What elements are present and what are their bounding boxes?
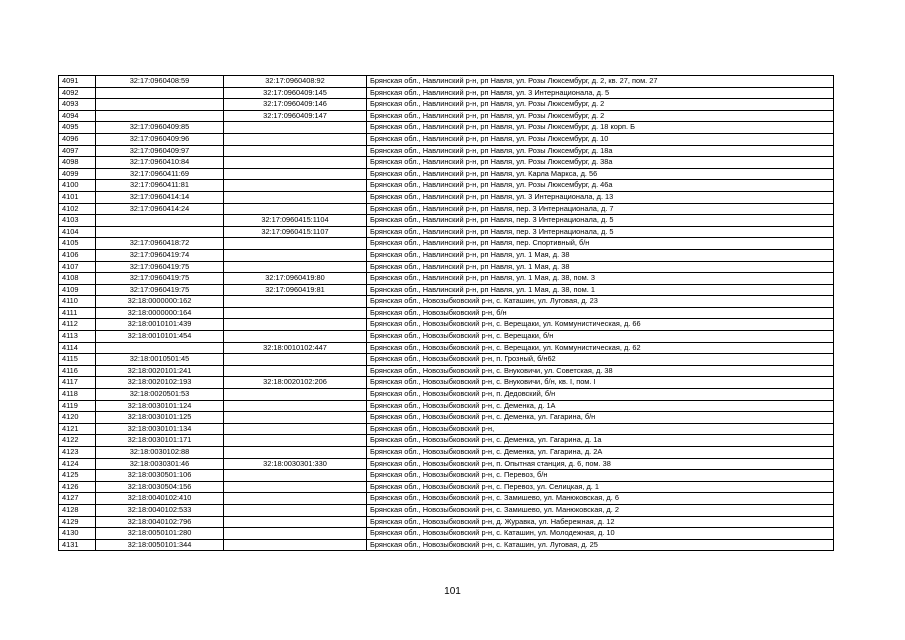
registry-table bbox=[58, 75, 834, 551]
cadastral-number-cell: 32:18:0040102:410 bbox=[96, 493, 224, 505]
address-cell: Брянская обл., Новозыбковский р-н, с. Каташин, ул. Молодежная, д. 10 bbox=[367, 528, 834, 540]
address-cell: Брянская обл., Навлинский р-н, рп Навля, ул. Розы Люксембург, д. 2 bbox=[367, 110, 834, 122]
address-cell: Брянская обл., Новозыбковский р-н, bbox=[367, 423, 834, 435]
object-cadastral-number-cell: 32:17:0960415:1107 bbox=[224, 226, 367, 238]
row-number-cell: 4095 bbox=[59, 122, 96, 134]
row-number-cell: 4119 bbox=[59, 400, 96, 412]
object-cadastral-number-cell: 32:17:0960415:1104 bbox=[224, 215, 367, 227]
cadastral-number-cell: 32:18:0040102:796 bbox=[96, 516, 224, 528]
object-cadastral-number-cell bbox=[224, 249, 367, 261]
cadastral-number-cell: 32:18:0030102:88 bbox=[96, 447, 224, 459]
object-cadastral-number-cell bbox=[224, 493, 367, 505]
address-cell: Брянская обл., Новозыбковский р-н, с. Перевоз, б/н bbox=[367, 470, 834, 482]
address-cell: Брянская обл., Новозыбковский р-н, с. Верещаки, ул. Коммунистическая, д. 66 bbox=[367, 319, 834, 331]
address-cell: Брянская обл., Навлинский р-н, рп Навля, ул. 3 Интернационала, д. 13 bbox=[367, 191, 834, 203]
table-row bbox=[59, 133, 834, 145]
address-cell: Брянская обл., Навлинский р-н, рп Навля, пер. 3 Интернационала, д. 7 bbox=[367, 203, 834, 215]
row-number-cell: 4115 bbox=[59, 354, 96, 366]
object-cadastral-number-cell: 32:18:0030301:330 bbox=[224, 458, 367, 470]
cadastral-number-cell: 32:18:0000000:162 bbox=[96, 296, 224, 308]
table-row bbox=[59, 470, 834, 482]
cadastral-number-cell: 32:17:0960409:97 bbox=[96, 145, 224, 157]
object-cadastral-number-cell bbox=[224, 307, 367, 319]
object-cadastral-number-cell bbox=[224, 133, 367, 145]
row-number-cell: 4102 bbox=[59, 203, 96, 215]
address-cell: Брянская обл., Новозыбковский р-н, с. Замишево, ул. Манюковская, д. 2 bbox=[367, 504, 834, 516]
table-row bbox=[59, 423, 834, 435]
table-row bbox=[59, 249, 834, 261]
object-cadastral-number-cell bbox=[224, 528, 367, 540]
cadastral-number-cell bbox=[96, 87, 224, 99]
row-number-cell: 4112 bbox=[59, 319, 96, 331]
table-row bbox=[59, 493, 834, 505]
table-row bbox=[59, 180, 834, 192]
table-row bbox=[59, 215, 834, 227]
table-row bbox=[59, 319, 834, 331]
cadastral-number-cell: 32:18:0000000:164 bbox=[96, 307, 224, 319]
address-cell: Брянская обл., Навлинский р-н, рп Навля, пер. Спортивный, б/н bbox=[367, 238, 834, 250]
object-cadastral-number-cell: 32:17:0960419:81 bbox=[224, 284, 367, 296]
row-number-cell: 4122 bbox=[59, 435, 96, 447]
cadastral-number-cell: 32:18:0030101:124 bbox=[96, 400, 224, 412]
cadastral-number-cell: 32:18:0030301:46 bbox=[96, 458, 224, 470]
row-number-cell: 4096 bbox=[59, 133, 96, 145]
address-cell: Брянская обл., Навлинский р-н, рп Навля, ул. Розы Люксембург, д. 2 bbox=[367, 99, 834, 111]
table-row bbox=[59, 528, 834, 540]
address-cell: Брянская обл., Новозыбковский р-н, с. Внуковичи, б/н, кв. I, пом. I bbox=[367, 377, 834, 389]
cadastral-number-cell: 32:18:0010501:45 bbox=[96, 354, 224, 366]
table-row bbox=[59, 481, 834, 493]
cadastral-number-cell: 32:18:0040102:533 bbox=[96, 504, 224, 516]
address-cell: Брянская обл., Новозыбковский р-н, с. Каташин, ул. Луговая, д. 23 bbox=[367, 296, 834, 308]
address-cell: Брянская обл., Новозыбковский р-н, п. Опытная станция, д. 6, пом. 38 bbox=[367, 458, 834, 470]
object-cadastral-number-cell bbox=[224, 539, 367, 551]
row-number-cell: 4113 bbox=[59, 331, 96, 343]
row-number-cell: 4111 bbox=[59, 307, 96, 319]
address-cell: Брянская обл., Навлинский р-н, рп Навля, ул. Розы Люксембург, д. 46а bbox=[367, 180, 834, 192]
table-row bbox=[59, 273, 834, 285]
object-cadastral-number-cell bbox=[224, 470, 367, 482]
table-row bbox=[59, 296, 834, 308]
object-cadastral-number-cell bbox=[224, 122, 367, 134]
object-cadastral-number-cell bbox=[224, 435, 367, 447]
row-number-cell: 4130 bbox=[59, 528, 96, 540]
table-row bbox=[59, 458, 834, 470]
cadastral-number-cell: 32:17:0960419:75 bbox=[96, 261, 224, 273]
object-cadastral-number-cell: 32:17:0960409:147 bbox=[224, 110, 367, 122]
table-row bbox=[59, 389, 834, 401]
object-cadastral-number-cell bbox=[224, 157, 367, 169]
cadastral-number-cell: 32:17:0960411:69 bbox=[96, 168, 224, 180]
row-number-cell: 4117 bbox=[59, 377, 96, 389]
table-row bbox=[59, 87, 834, 99]
row-number-cell: 4099 bbox=[59, 168, 96, 180]
address-cell: Брянская обл., Навлинский р-н, рп Навля, ул. 1 Мая, д. 38 bbox=[367, 261, 834, 273]
table-row bbox=[59, 516, 834, 528]
object-cadastral-number-cell: 32:17:0960419:80 bbox=[224, 273, 367, 285]
object-cadastral-number-cell: 32:17:0960408:92 bbox=[224, 76, 367, 88]
object-cadastral-number-cell bbox=[224, 331, 367, 343]
cadastral-number-cell: 32:17:0960409:85 bbox=[96, 122, 224, 134]
address-cell: Брянская обл., Новозыбковский р-н, с. Замишево, ул. Манюковская, д. 6 bbox=[367, 493, 834, 505]
object-cadastral-number-cell bbox=[224, 191, 367, 203]
row-number-cell: 4131 bbox=[59, 539, 96, 551]
object-cadastral-number-cell bbox=[224, 423, 367, 435]
table-row bbox=[59, 284, 834, 296]
cadastral-number-cell: 32:17:0960414:24 bbox=[96, 203, 224, 215]
cadastral-number-cell: 32:18:0010101:439 bbox=[96, 319, 224, 331]
page-number: 101 bbox=[444, 586, 461, 597]
table-row bbox=[59, 435, 834, 447]
cadastral-number-cell: 32:18:0020101:241 bbox=[96, 365, 224, 377]
object-cadastral-number-cell bbox=[224, 261, 367, 273]
object-cadastral-number-cell bbox=[224, 412, 367, 424]
address-cell: Брянская обл., Новозыбковский р-н, с. Внуковичи, ул. Советская, д. 38 bbox=[367, 365, 834, 377]
table-row bbox=[59, 76, 834, 88]
cadastral-number-cell: 32:18:0030504:156 bbox=[96, 481, 224, 493]
table-row bbox=[59, 191, 834, 203]
object-cadastral-number-cell bbox=[224, 296, 367, 308]
row-number-cell: 4126 bbox=[59, 481, 96, 493]
cadastral-number-cell: 32:18:0020501:53 bbox=[96, 389, 224, 401]
row-number-cell: 4098 bbox=[59, 157, 96, 169]
row-number-cell: 4092 bbox=[59, 87, 96, 99]
cadastral-number-cell bbox=[96, 226, 224, 238]
row-number-cell: 4116 bbox=[59, 365, 96, 377]
address-cell: Брянская обл., Новозыбковский р-н, с. Перевоз, ул. Селицкая, д. 1 bbox=[367, 481, 834, 493]
address-cell: Брянская обл., Навлинский р-н, рп Навля, ул. Розы Люксембург, д. 18 корп. Б bbox=[367, 122, 834, 134]
address-cell: Брянская обл., Навлинский р-н, рп Навля, пер. 3 Интернационала, д. 5 bbox=[367, 226, 834, 238]
address-cell: Брянская обл., Навлинский р-н, рп Навля, ул. Розы Люксембург, д. 10 bbox=[367, 133, 834, 145]
table-row bbox=[59, 307, 834, 319]
row-number-cell: 4091 bbox=[59, 76, 96, 88]
cadastral-number-cell: 32:17:0960410:84 bbox=[96, 157, 224, 169]
object-cadastral-number-cell: 32:18:0010102:447 bbox=[224, 342, 367, 354]
cadastral-number-cell: 32:18:0030101:134 bbox=[96, 423, 224, 435]
row-number-cell: 4097 bbox=[59, 145, 96, 157]
row-number-cell: 4125 bbox=[59, 470, 96, 482]
object-cadastral-number-cell bbox=[224, 447, 367, 459]
row-number-cell: 4118 bbox=[59, 389, 96, 401]
object-cadastral-number-cell bbox=[224, 389, 367, 401]
row-number-cell: 4094 bbox=[59, 110, 96, 122]
object-cadastral-number-cell bbox=[224, 400, 367, 412]
object-cadastral-number-cell bbox=[224, 516, 367, 528]
cadastral-number-cell bbox=[96, 110, 224, 122]
cadastral-number-cell: 32:17:0960409:96 bbox=[96, 133, 224, 145]
address-cell: Брянская обл., Новозыбковский р-н, с. Верещаки, б/н bbox=[367, 331, 834, 343]
table-row bbox=[59, 226, 834, 238]
table-row bbox=[59, 539, 834, 551]
cadastral-number-cell: 32:18:0030501:106 bbox=[96, 470, 224, 482]
table-row bbox=[59, 261, 834, 273]
table-row bbox=[59, 122, 834, 134]
table-row bbox=[59, 354, 834, 366]
row-number-cell: 4123 bbox=[59, 447, 96, 459]
cadastral-number-cell: 32:18:0050101:280 bbox=[96, 528, 224, 540]
cadastral-number-cell: 32:18:0030101:125 bbox=[96, 412, 224, 424]
table-row bbox=[59, 504, 834, 516]
table-row bbox=[59, 365, 834, 377]
row-number-cell: 4105 bbox=[59, 238, 96, 250]
object-cadastral-number-cell bbox=[224, 145, 367, 157]
cadastral-number-cell: 32:17:0960414:14 bbox=[96, 191, 224, 203]
row-number-cell: 4114 bbox=[59, 342, 96, 354]
row-number-cell: 4100 bbox=[59, 180, 96, 192]
cadastral-number-cell: 32:18:0030101:171 bbox=[96, 435, 224, 447]
object-cadastral-number-cell bbox=[224, 238, 367, 250]
address-cell: Брянская обл., Навлинский р-н, рп Навля, ул. 3 Интернационала, д. 5 bbox=[367, 87, 834, 99]
cadastral-number-cell bbox=[96, 99, 224, 111]
table-row bbox=[59, 400, 834, 412]
row-number-cell: 4120 bbox=[59, 412, 96, 424]
address-cell: Брянская обл., Навлинский р-н, рп Навля, ул. Карла Маркса, д. 56 bbox=[367, 168, 834, 180]
cadastral-number-cell: 32:17:0960419:74 bbox=[96, 249, 224, 261]
address-cell: Брянская обл., Навлинский р-н, рп Навля, ул. Розы Люксембург, д. 18а bbox=[367, 145, 834, 157]
registry-table-body bbox=[59, 76, 834, 551]
row-number-cell: 4109 bbox=[59, 284, 96, 296]
row-number-cell: 4106 bbox=[59, 249, 96, 261]
address-cell: Брянская обл., Навлинский р-н, рп Навля, пер. 3 Интернационала, д. 5 bbox=[367, 215, 834, 227]
address-cell: Брянская обл., Новозыбковский р-н, с. Каташин, ул. Луговая, д. 25 bbox=[367, 539, 834, 551]
object-cadastral-number-cell: 32:17:0960409:145 bbox=[224, 87, 367, 99]
object-cadastral-number-cell bbox=[224, 354, 367, 366]
object-cadastral-number-cell bbox=[224, 180, 367, 192]
row-number-cell: 4107 bbox=[59, 261, 96, 273]
cadastral-number-cell: 32:17:0960411:81 bbox=[96, 180, 224, 192]
address-cell: Брянская обл., Новозыбковский р-н, с. Деменка, д. 1А bbox=[367, 400, 834, 412]
row-number-cell: 4110 bbox=[59, 296, 96, 308]
address-cell: Брянская обл., Новозыбковский р-н, с. Деменка, ул. Гагарина, д. 2А bbox=[367, 447, 834, 459]
address-cell: Брянская обл., Новозыбковский р-н, с. Деменка, ул. Гагарина, б/н bbox=[367, 412, 834, 424]
table-row bbox=[59, 331, 834, 343]
table-row bbox=[59, 238, 834, 250]
row-number-cell: 4104 bbox=[59, 226, 96, 238]
table-row bbox=[59, 168, 834, 180]
address-cell: Брянская обл., Новозыбковский р-н, д. Журавка, ул. Набережная, д. 12 bbox=[367, 516, 834, 528]
cadastral-number-cell: 32:18:0020102:193 bbox=[96, 377, 224, 389]
address-cell: Брянская обл., Навлинский р-н, рп Навля, ул. 1 Мая, д. 38, пом. 1 bbox=[367, 284, 834, 296]
row-number-cell: 4124 bbox=[59, 458, 96, 470]
row-number-cell: 4093 bbox=[59, 99, 96, 111]
table-row bbox=[59, 157, 834, 169]
address-cell: Брянская обл., Новозыбковский р-н, п. Дедовский, б/н bbox=[367, 389, 834, 401]
object-cadastral-number-cell bbox=[224, 365, 367, 377]
object-cadastral-number-cell bbox=[224, 168, 367, 180]
cadastral-number-cell: 32:17:0960408:59 bbox=[96, 76, 224, 88]
cadastral-number-cell: 32:18:0050101:344 bbox=[96, 539, 224, 551]
row-number-cell: 4129 bbox=[59, 516, 96, 528]
row-number-cell: 4101 bbox=[59, 191, 96, 203]
table-row bbox=[59, 342, 834, 354]
table-row bbox=[59, 412, 834, 424]
address-cell: Брянская обл., Навлинский р-н, рп Навля, ул. Розы Люксембург, д. 38а bbox=[367, 157, 834, 169]
object-cadastral-number-cell: 32:18:0020102:206 bbox=[224, 377, 367, 389]
address-cell: Брянская обл., Навлинский р-н, рп Навля, ул. 1 Мая, д. 38 bbox=[367, 249, 834, 261]
cadastral-number-cell: 32:18:0010101:454 bbox=[96, 331, 224, 343]
object-cadastral-number-cell bbox=[224, 319, 367, 331]
table-row bbox=[59, 377, 834, 389]
address-cell: Брянская обл., Новозыбковский р-н, с. Деменка, ул. Гагарина, д. 1а bbox=[367, 435, 834, 447]
table-row bbox=[59, 203, 834, 215]
object-cadastral-number-cell bbox=[224, 504, 367, 516]
table-row bbox=[59, 447, 834, 459]
address-cell: Брянская обл., Новозыбковский р-н, п. Грозный, б/н62 bbox=[367, 354, 834, 366]
cadastral-number-cell: 32:17:0960418:72 bbox=[96, 238, 224, 250]
cadastral-number-cell: 32:17:0960419:75 bbox=[96, 284, 224, 296]
cadastral-number-cell: 32:17:0960419:75 bbox=[96, 273, 224, 285]
cadastral-number-cell bbox=[96, 342, 224, 354]
object-cadastral-number-cell: 32:17:0960409:146 bbox=[224, 99, 367, 111]
cadastral-number-cell bbox=[96, 215, 224, 227]
row-number-cell: 4103 bbox=[59, 215, 96, 227]
row-number-cell: 4108 bbox=[59, 273, 96, 285]
address-cell: Брянская обл., Новозыбковский р-н, с. Верещаки, ул. Коммунистическая, д. 62 bbox=[367, 342, 834, 354]
object-cadastral-number-cell bbox=[224, 203, 367, 215]
address-cell: Брянская обл., Навлинский р-н, рп Навля, ул. 1 Мая, д. 38, пом. 3 bbox=[367, 273, 834, 285]
row-number-cell: 4128 bbox=[59, 504, 96, 516]
table-row bbox=[59, 145, 834, 157]
row-number-cell: 4121 bbox=[59, 423, 96, 435]
address-cell: Брянская обл., Новозыбковский р-н, б/н bbox=[367, 307, 834, 319]
table-row bbox=[59, 110, 834, 122]
address-cell: Брянская обл., Навлинский р-н, рп Навля, ул. Розы Люксембург, д. 2, кв. 27, пом. 27 bbox=[367, 76, 834, 88]
row-number-cell: 4127 bbox=[59, 493, 96, 505]
table-row bbox=[59, 99, 834, 111]
object-cadastral-number-cell bbox=[224, 481, 367, 493]
